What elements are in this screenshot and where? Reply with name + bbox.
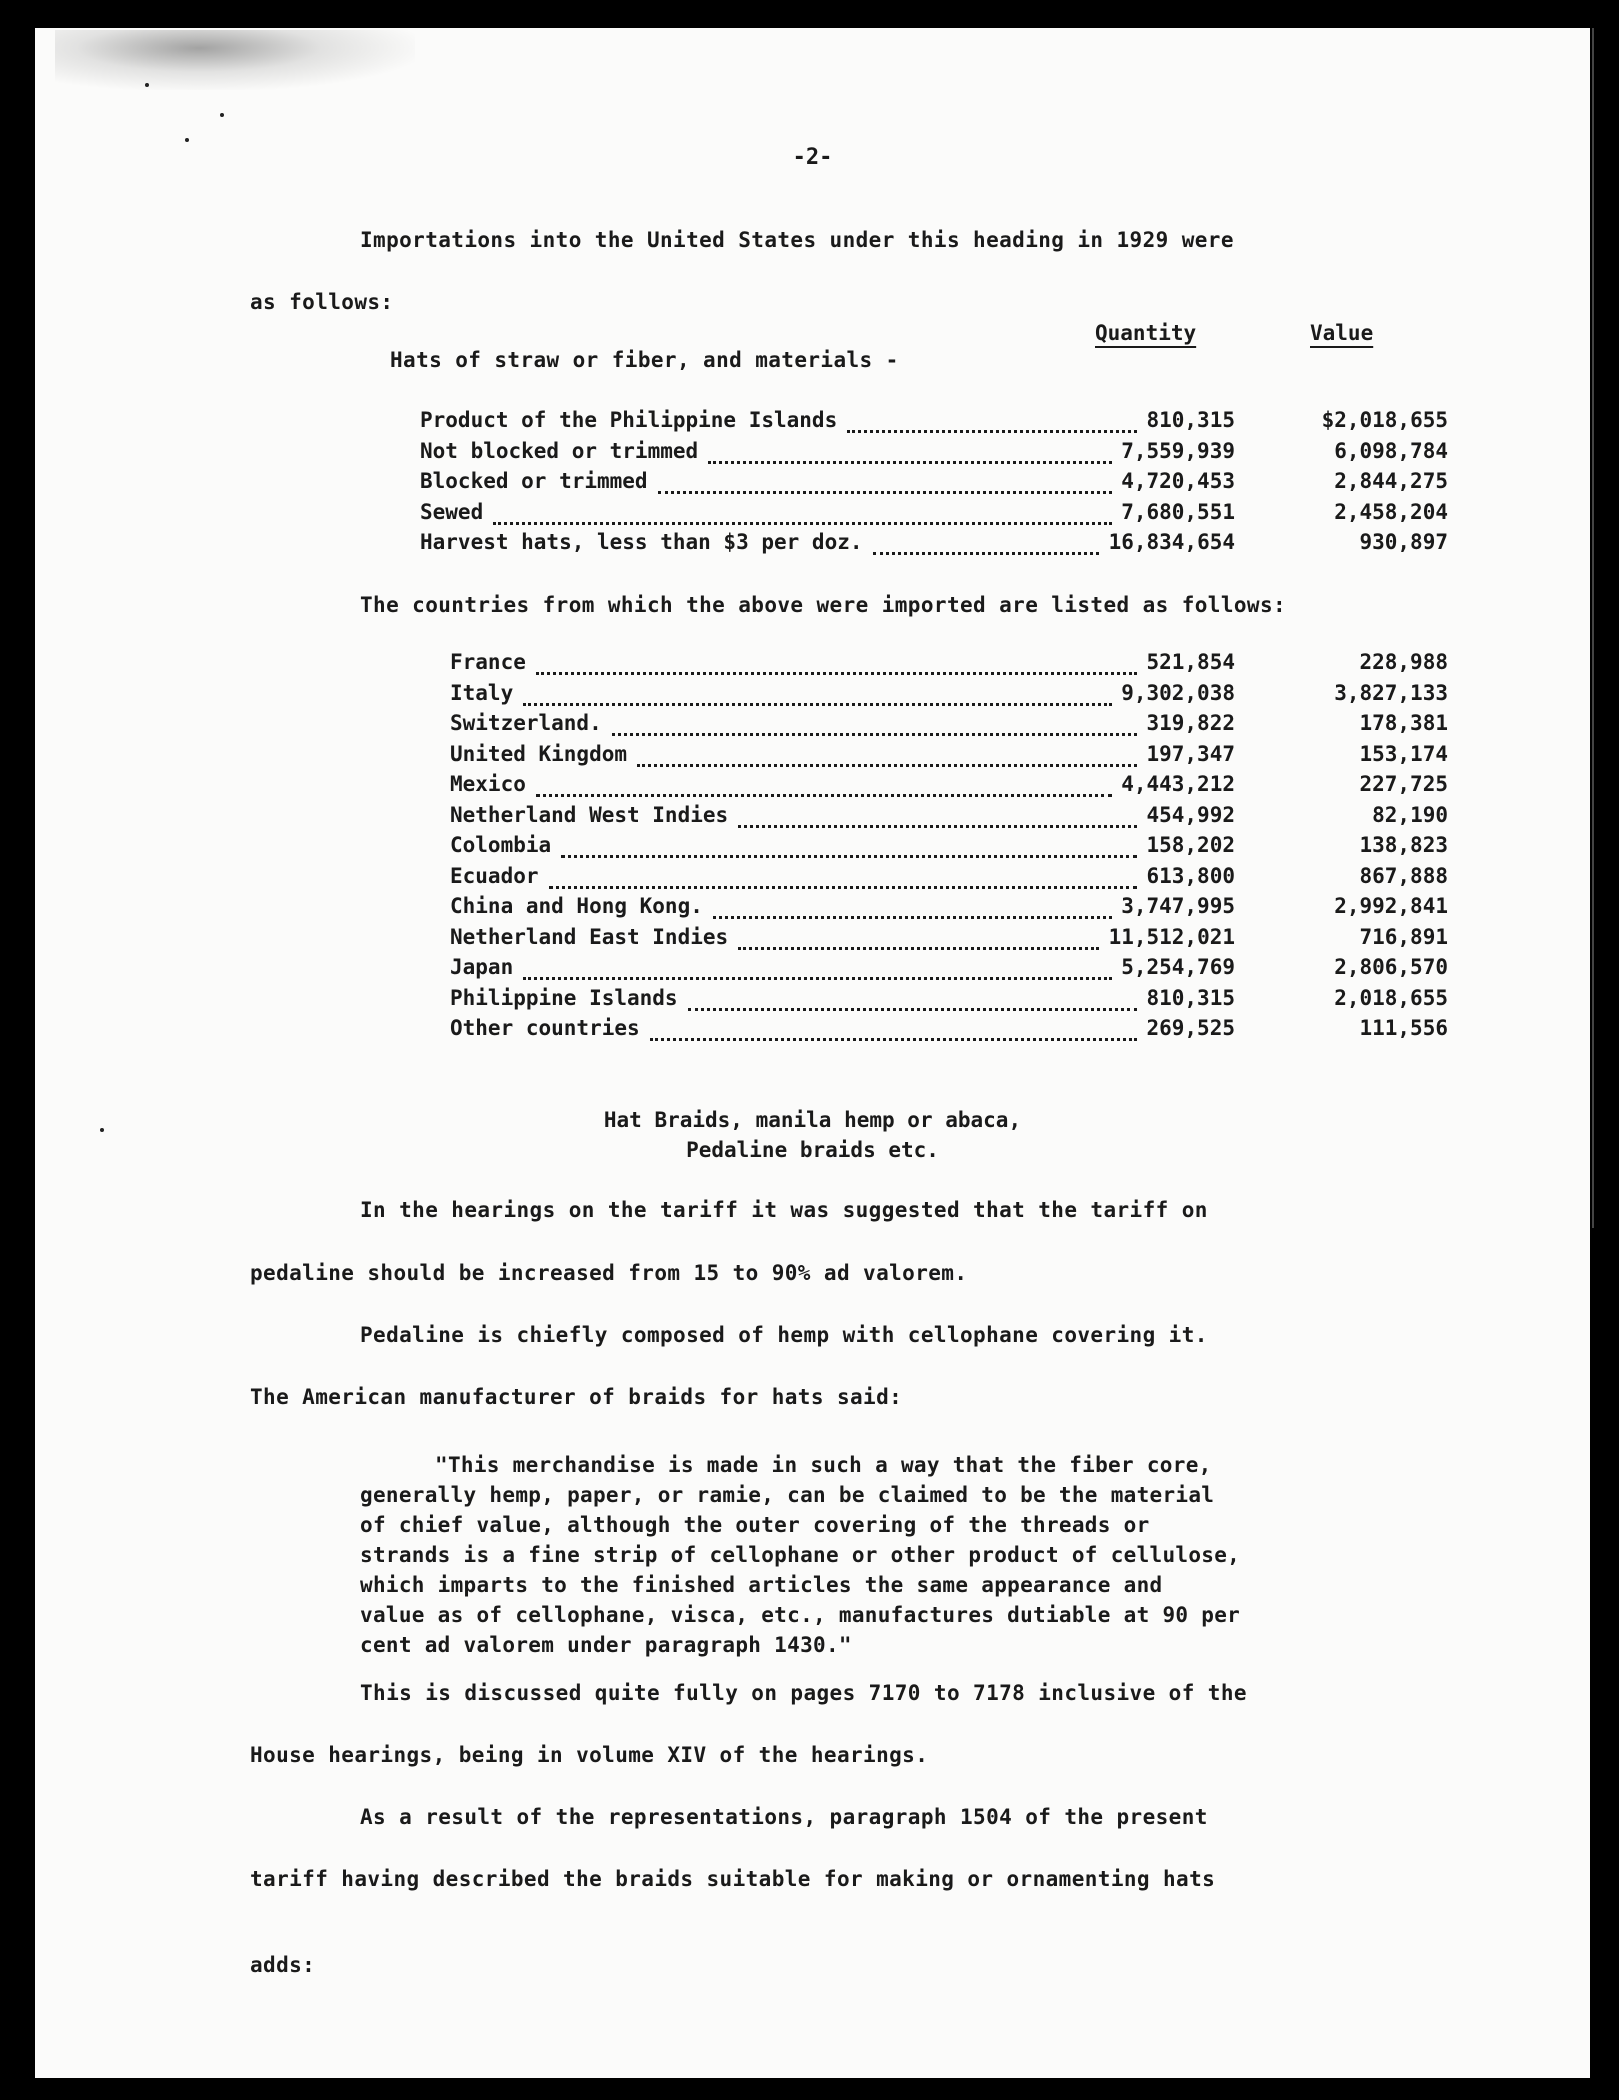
paragraph-1-line-2: pedaline should be increased from 15 to 90% ad valorem. bbox=[250, 1261, 968, 1285]
intro-line-2: as follows: bbox=[250, 290, 394, 314]
quantity-cell: 7,559,939 bbox=[1121, 438, 1235, 463]
quantity-cell: 5,254,769 bbox=[1121, 955, 1235, 979]
scan-speck bbox=[185, 138, 189, 142]
intro-line-1: Importations into the United States under this heading in 1929 were bbox=[360, 228, 1234, 252]
countries-intro: The countries from which the above were imported are listed as follows: bbox=[360, 593, 1287, 617]
row-label: Blocked or trimmed bbox=[420, 469, 648, 493]
quantity-cell: 319,822 bbox=[1146, 711, 1235, 735]
value-cell: 153,174 bbox=[1359, 741, 1448, 766]
value-cell: 138,823 bbox=[1359, 833, 1448, 857]
row-label: Harvest hats, less than $3 per doz. bbox=[420, 530, 863, 554]
page-edge-line bbox=[1592, 28, 1594, 1228]
paragraph-3-line-1: This is discussed quite fully on pages 7170 to 7178 inclusive of the bbox=[360, 1681, 1247, 1705]
quantity-cell: 7,680,551 bbox=[1121, 499, 1235, 524]
row-label: United Kingdom bbox=[450, 741, 628, 766]
value-cell: 716,891 bbox=[1359, 924, 1448, 949]
leader-dots bbox=[523, 949, 1112, 980]
value-cell: 3,827,133 bbox=[1334, 680, 1448, 705]
quantity-cell: 158,202 bbox=[1146, 833, 1235, 857]
page-edge bbox=[1570, 28, 1590, 2078]
row-label: Italy bbox=[450, 680, 514, 705]
scan-speck bbox=[220, 113, 224, 117]
value-cell: 2,458,204 bbox=[1334, 499, 1448, 524]
value-cell: 227,725 bbox=[1359, 772, 1448, 796]
quantity-cell: 9,302,038 bbox=[1121, 680, 1235, 705]
section-heading-line-2: Pedaline braids etc. bbox=[686, 1138, 939, 1162]
row-label: Product of the Philippine Islands bbox=[420, 408, 838, 432]
quantity-cell: 810,315 bbox=[1146, 985, 1235, 1010]
quantity-cell: 454,992 bbox=[1146, 802, 1235, 827]
leader-dots bbox=[536, 766, 1112, 797]
table-row bbox=[450, 1016, 1448, 1046]
quantity-cell: 521,854 bbox=[1146, 650, 1235, 674]
value-cell: 2,992,841 bbox=[1334, 894, 1448, 918]
row-label: Netherland East Indies bbox=[450, 924, 729, 949]
scan-smudge bbox=[55, 30, 415, 90]
paragraph-3-line-2: House hearings, being in volume XIV of the hearings. bbox=[250, 1743, 929, 1767]
value-cell: 867,888 bbox=[1359, 863, 1448, 888]
quantity-cell: 197,347 bbox=[1146, 741, 1235, 766]
row-label: Switzerland. bbox=[450, 711, 602, 735]
quantity-cell: 11,512,021 bbox=[1108, 924, 1235, 949]
row-label: France bbox=[450, 650, 526, 674]
row-label: China and Hong Kong. bbox=[450, 894, 703, 918]
page-number: -2- bbox=[792, 145, 833, 170]
quantity-cell: 613,800 bbox=[1146, 863, 1235, 888]
leader-dots bbox=[523, 675, 1112, 706]
row-label: Philippine Islands bbox=[450, 985, 678, 1010]
quote-line: generally hemp, paper, or ramie, can be claimed to be the material bbox=[360, 1483, 1215, 1507]
scan-speck bbox=[145, 83, 149, 87]
quantity-cell: 16,834,654 bbox=[1108, 530, 1235, 554]
row-label: Colombia bbox=[450, 833, 552, 857]
value-cell: 82,190 bbox=[1372, 802, 1448, 827]
table-row bbox=[420, 530, 1448, 560]
column-header-quantity: Quantity bbox=[1095, 321, 1197, 345]
row-label: Not blocked or trimmed bbox=[420, 438, 699, 463]
leader-dots bbox=[493, 494, 1112, 525]
section-heading-line-1: Hat Braids, manila hemp or abaca, bbox=[603, 1108, 1022, 1132]
value-cell: 2,018,655 bbox=[1334, 985, 1448, 1010]
value-cell: 6,098,784 bbox=[1334, 438, 1448, 463]
value-cell: 111,556 bbox=[1359, 1016, 1448, 1040]
quote-line: value as of cellophane, visca, etc., manufactures dutiable at 90 per bbox=[360, 1603, 1241, 1627]
quantity-cell: 810,315 bbox=[1146, 408, 1235, 432]
value-cell: 2,806,570 bbox=[1334, 955, 1448, 979]
quote-line: strands is a fine strip of cellophane or other product of cellulose, bbox=[360, 1543, 1241, 1567]
quote-line: "This merchandise is made in such a way that the fiber core, bbox=[435, 1453, 1212, 1477]
value-cell: 228,988 bbox=[1359, 650, 1448, 674]
quote-line: of chief value, although the outer covering of the threads or bbox=[360, 1513, 1150, 1537]
row-label: Ecuador bbox=[450, 863, 539, 888]
value-cell: 178,381 bbox=[1359, 711, 1448, 735]
paragraph-4-line-1: As a result of the representations, paragraph 1504 of the present bbox=[360, 1805, 1208, 1829]
paragraph-1-line-1: In the hearings on the tariff it was suggested that the tariff on bbox=[360, 1198, 1208, 1222]
paragraph-2-line-1: Pedaline is chiefly composed of hemp with cellophane covering it. bbox=[360, 1323, 1208, 1347]
paragraph-4-line-3: adds: bbox=[250, 1953, 316, 1977]
row-label: Sewed bbox=[420, 499, 484, 524]
row-label: Netherland West Indies bbox=[450, 802, 729, 827]
quantity-cell: 4,443,212 bbox=[1121, 772, 1235, 796]
value-cell: 930,897 bbox=[1359, 530, 1448, 554]
row-label: Mexico bbox=[450, 772, 526, 796]
row-label: Japan bbox=[450, 955, 514, 979]
document-page bbox=[35, 28, 1590, 2078]
value-cell: $2,018,655 bbox=[1321, 408, 1448, 432]
paragraph-2-line-2: The American manufacturer of braids for hats said: bbox=[250, 1385, 903, 1409]
paragraph-4-line-2: tariff having described the braids suitable for making or ornamenting hats bbox=[250, 1867, 1216, 1891]
table1-heading: Hats of straw or fiber, and materials - bbox=[390, 348, 899, 372]
quantity-cell: 4,720,453 bbox=[1121, 469, 1235, 493]
value-cell: 2,844,275 bbox=[1334, 469, 1448, 493]
quantity-cell: 3,747,995 bbox=[1121, 894, 1235, 918]
quantity-cell: 269,525 bbox=[1146, 1016, 1235, 1040]
quote-line: cent ad valorem under paragraph 1430." bbox=[360, 1633, 852, 1657]
row-label: Other countries bbox=[450, 1016, 640, 1040]
quote-line: which imparts to the finished articles the same appearance and bbox=[360, 1573, 1163, 1597]
column-header-value: Value bbox=[1310, 321, 1374, 345]
